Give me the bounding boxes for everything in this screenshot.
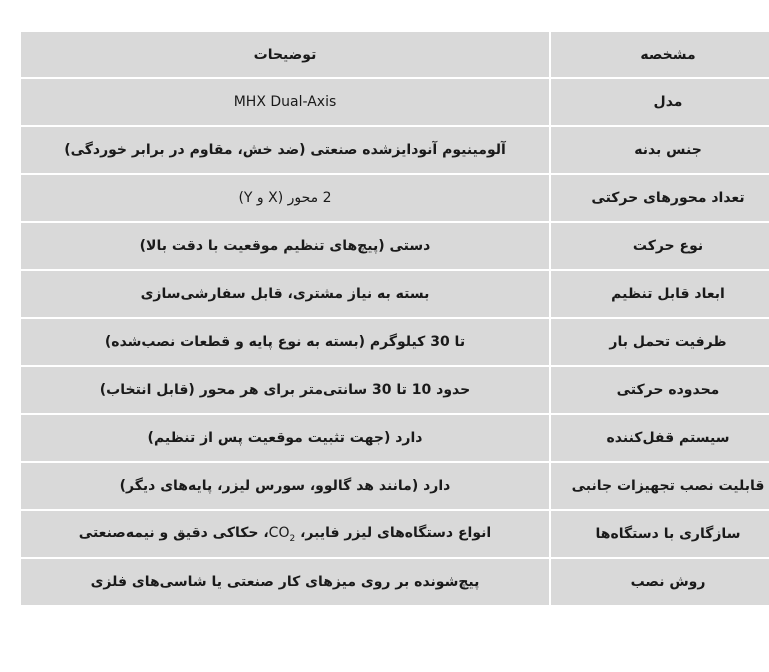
- row-description: تا 30 کیلوگرم (بسته به نوع پایه و قطعات نصب‌شده): [20, 318, 550, 366]
- row-description: دارد (جهت تثبیت موقعیت پس از تنظیم): [20, 414, 550, 462]
- table-row: [20, 318, 769, 366]
- table-row: [20, 174, 769, 222]
- table-row: [20, 462, 769, 510]
- co2-subscript: 2: [289, 533, 296, 544]
- row-feature: سازگاری با دستگاه‌ها: [550, 510, 769, 558]
- row-description: حدود 10 تا 30 سانتی‌متر برای هر محور (قابل انتخاب): [20, 366, 550, 414]
- co2-co: CO: [268, 524, 290, 541]
- co2-formula: [268, 524, 296, 544]
- row-feature: قابلیت نصب تجهیزات جانبی: [550, 462, 769, 510]
- row-description: [20, 510, 550, 558]
- table-row: [20, 222, 769, 270]
- row-feature: نوع حرکت: [550, 222, 769, 270]
- row-description: آلومینیوم آنودایزشده صنعتی (ضد خش، مقاوم در برابر خوردگی): [20, 126, 550, 174]
- row-feature: ظرفیت تحمل بار: [550, 318, 769, 366]
- table-row: [20, 414, 769, 462]
- table-row: [20, 558, 769, 606]
- description-suffix: ، حکاکی دقیق و نیمه‌صنعتی: [78, 524, 269, 541]
- row-description: MHX Dual-Axis: [20, 78, 550, 126]
- table-row: [20, 270, 769, 318]
- spec-table: [19, 30, 769, 607]
- row-feature: سیستم قفل‌کننده: [550, 414, 769, 462]
- row-description: 2 محور (X و Y): [20, 174, 550, 222]
- row-feature: تعداد محورهای حرکتی: [550, 174, 769, 222]
- table-row: [20, 126, 769, 174]
- table-row: [20, 510, 769, 558]
- row-feature: محدوده حرکتی: [550, 366, 769, 414]
- row-description: دارد (مانند هد گالوو، سورس لیزر، پایه‌های دیگر): [20, 462, 550, 510]
- row-description: بسته به نیاز مشتری، قابل سفارشی‌سازی: [20, 270, 550, 318]
- header-description: توضیحات: [20, 31, 550, 78]
- row-description: دستی (پیچ‌های تنظیم موقعیت با دقت بالا): [20, 222, 550, 270]
- header-feature: مشخصه: [550, 31, 769, 78]
- table-header-row: [20, 31, 769, 78]
- row-feature: روش نصب: [550, 558, 769, 606]
- description-prefix: انواع دستگاه‌های لیزر فایبر،: [295, 524, 492, 541]
- row-description: پیچ‌شونده بر روی میزهای کار صنعتی یا شاسی‌های فلزی: [20, 558, 550, 606]
- row-feature: جنس بدنه: [550, 126, 769, 174]
- table-row: [20, 366, 769, 414]
- row-feature: ابعاد قابل تنظیم: [550, 270, 769, 318]
- table-row: [20, 78, 769, 126]
- row-feature: مدل: [550, 78, 769, 126]
